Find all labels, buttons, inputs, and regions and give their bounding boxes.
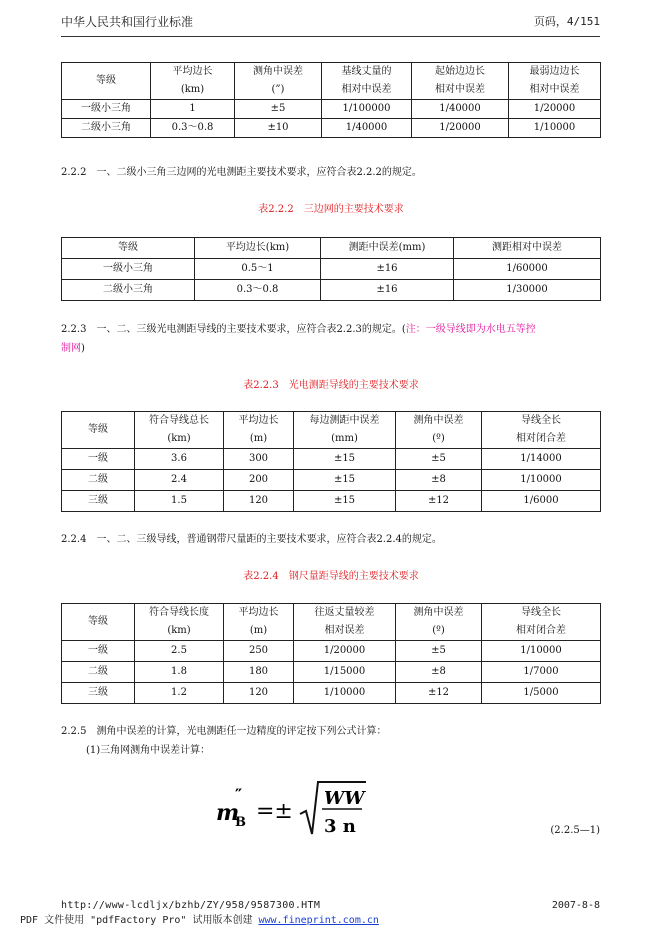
table-cell: 1/5000 xyxy=(482,683,601,704)
header-cell: 符合导线长度 (km) xyxy=(135,604,224,641)
table-cell: 1/10000 xyxy=(482,641,601,662)
header-cell: 平均边长 (m) xyxy=(224,412,294,449)
table-cell: 1/7000 xyxy=(482,662,601,683)
table-cell: ±15 xyxy=(294,449,396,470)
formula-eq: =± xyxy=(256,799,293,824)
header-cell: 起始边边长 相对中误差 xyxy=(412,63,509,100)
table-cell: 二级 xyxy=(62,470,135,491)
table-cell: 1/10000 xyxy=(509,119,601,138)
header-cell: 往返丈量较差 相对误差 xyxy=(294,604,396,641)
table-cell: 1.8 xyxy=(135,662,224,683)
formula-numerator: WW xyxy=(324,788,365,809)
table-row xyxy=(62,641,601,662)
table-cell: 1/20000 xyxy=(412,119,509,138)
table-cell: 300 xyxy=(224,449,294,470)
caption-table-2-2-3: 表2.2.3 光电测距导线的主要技术要求 xyxy=(243,380,419,391)
footer-url: http://www-lcdljx/bzhb/ZY/958/9587300.HTM xyxy=(61,900,321,911)
table-cell: ±8 xyxy=(396,662,482,683)
table-cell: 1/15000 xyxy=(294,662,396,683)
header-cell: 导线全长 相对闭合差 xyxy=(482,604,601,641)
table-edm-traverse xyxy=(61,411,601,512)
table-cell: 1/40000 xyxy=(412,100,509,119)
table-cell: 一级小三角 xyxy=(62,100,151,119)
equation-number: (2.2.5—1) xyxy=(550,825,600,836)
table-cell: 2.5 xyxy=(135,641,224,662)
table-cell: 2.4 xyxy=(135,470,224,491)
caption-table-2-2-4: 表2.2.4 钢尺量距导线的主要技术要求 xyxy=(243,571,419,582)
formula-prime: ″ xyxy=(235,785,243,804)
table-row xyxy=(62,119,601,138)
table-cell: 1/6000 xyxy=(482,491,601,512)
table-cell: ±5 xyxy=(235,100,322,119)
table-cell: 250 xyxy=(224,641,294,662)
table-cell: 0.3～0.8 xyxy=(151,119,235,138)
paragraph-2-2-5: 2.2.5 测角中误差的计算，光电测距任一边精度的评定按下列公式计算： xyxy=(61,726,387,737)
note-text-cont: 制网 xyxy=(61,343,81,354)
table-header-row xyxy=(62,63,601,100)
pdf-footer: PDF 文件使用 "pdfFactory Pro" 试用版本创建 www.fineprint.com.cn xyxy=(20,915,379,926)
table-row xyxy=(62,449,601,470)
header-cell: 测距相对中误差 xyxy=(454,238,601,259)
table-cell: ±5 xyxy=(396,641,482,662)
formula-subscript: B xyxy=(235,815,246,830)
table-row xyxy=(62,491,601,512)
table-cell: 1/10000 xyxy=(294,683,396,704)
fineprint-link[interactable]: www.fineprint.com.cn xyxy=(258,915,379,926)
formula-m: m xyxy=(216,800,240,826)
header-cell: 基线丈量的 相对中误差 xyxy=(322,63,412,100)
page-number: 页码，4/151 xyxy=(533,15,600,28)
table-cell: 二级小三角 xyxy=(62,280,195,301)
header-cell: 平均边长 (km) xyxy=(151,63,235,100)
table-cell: 1.2 xyxy=(135,683,224,704)
table-cell: 0.5～1 xyxy=(195,259,321,280)
header-cell: 等级 xyxy=(62,412,135,449)
header-cell: 每边测距中误差 (mm) xyxy=(294,412,396,449)
table-cell: 1/40000 xyxy=(322,119,412,138)
header-cell: 等级 xyxy=(62,604,135,641)
header-cell: 测角中误差 (º) xyxy=(396,604,482,641)
note-text: 注：一级导线即为水电五等控 xyxy=(405,324,536,335)
header-cell: 测距中误差(mm) xyxy=(321,238,454,259)
header-cell: 平均边长 (m) xyxy=(224,604,294,641)
table-small-triangle xyxy=(61,62,601,138)
table-cell: 1/14000 xyxy=(482,449,601,470)
table-cell: 200 xyxy=(224,470,294,491)
table-cell: 1/10000 xyxy=(482,470,601,491)
header-title: 中华人民共和国行业标准 xyxy=(61,15,194,29)
table-row xyxy=(62,470,601,491)
paragraph-2-2-5-1: (1)三角网测角中误差计算： xyxy=(86,745,211,756)
paragraph-2-2-3: 2.2.3 一、二、三级光电测距导线的主要技术要求，应符合表2.2.3的规定。(注：一级导线即为水电五等控 制网) xyxy=(61,324,536,354)
table-cell: 三级 xyxy=(62,683,135,704)
table-cell: 120 xyxy=(224,683,294,704)
table-cell: ±10 xyxy=(235,119,322,138)
table-cell: ±15 xyxy=(294,470,396,491)
table-cell: 3.6 xyxy=(135,449,224,470)
table-trilateration xyxy=(61,237,601,301)
table-row xyxy=(62,280,601,301)
table-cell: ±12 xyxy=(396,491,482,512)
table-steel-tape-traverse xyxy=(61,603,601,704)
table-cell: ±16 xyxy=(321,280,454,301)
formula-angle-error xyxy=(214,776,374,840)
table-header-row xyxy=(62,238,601,259)
paragraph-2-2-2: 2.2.2 一、二级小三角三边网的光电测距主要技术要求，应符合表2.2.2的规定。 xyxy=(61,167,422,178)
caption-table-2-2-2: 表2.2.2 三边网的主要技术要求 xyxy=(258,204,404,215)
header-cell: 平均边长(km) xyxy=(195,238,321,259)
paragraph-2-2-4: 2.2.4 一、二、三级导线，普通钢带尺量距的主要技术要求，应符合表2.2.4的规定。 xyxy=(61,534,442,545)
table-cell: 二级小三角 xyxy=(62,119,151,138)
table-row xyxy=(62,100,601,119)
header-cell: 等级 xyxy=(62,63,151,100)
table-cell: ±8 xyxy=(396,470,482,491)
table-row xyxy=(62,259,601,280)
table-cell: 1/60000 xyxy=(454,259,601,280)
table-row xyxy=(62,662,601,683)
header-cell: 最弱边边长 相对中误差 xyxy=(509,63,601,100)
table-cell: ±12 xyxy=(396,683,482,704)
table-row xyxy=(62,683,601,704)
table-header-row xyxy=(62,412,601,449)
table-cell: ±16 xyxy=(321,259,454,280)
table-cell: 0.3～0.8 xyxy=(195,280,321,301)
table-cell: 一级小三角 xyxy=(62,259,195,280)
formula-denominator: 3 n xyxy=(324,816,356,837)
table-cell: 1/100000 xyxy=(322,100,412,119)
table-cell: 120 xyxy=(224,491,294,512)
table-cell: 180 xyxy=(224,662,294,683)
header-rule xyxy=(61,36,600,37)
table-header-row xyxy=(62,604,601,641)
table-cell: ±5 xyxy=(396,449,482,470)
header-cell: 等级 xyxy=(62,238,195,259)
table-cell: 一级 xyxy=(62,449,135,470)
table-cell: 1/30000 xyxy=(454,280,601,301)
table-cell: 1 xyxy=(151,100,235,119)
table-cell: 1/20000 xyxy=(509,100,601,119)
table-cell: ±15 xyxy=(294,491,396,512)
table-cell: 一级 xyxy=(62,641,135,662)
table-cell: 1/20000 xyxy=(294,641,396,662)
header-cell: 导线全长 相对闭合差 xyxy=(482,412,601,449)
table-cell: 二级 xyxy=(62,662,135,683)
header-cell: 测角中误差 (º) xyxy=(396,412,482,449)
header-cell: 符合导线总长 (km) xyxy=(135,412,224,449)
table-cell: 1.5 xyxy=(135,491,224,512)
header-cell: 测角中误差 (”) xyxy=(235,63,322,100)
table-cell: 三级 xyxy=(62,491,135,512)
footer-date: 2007-8-8 xyxy=(551,900,600,911)
